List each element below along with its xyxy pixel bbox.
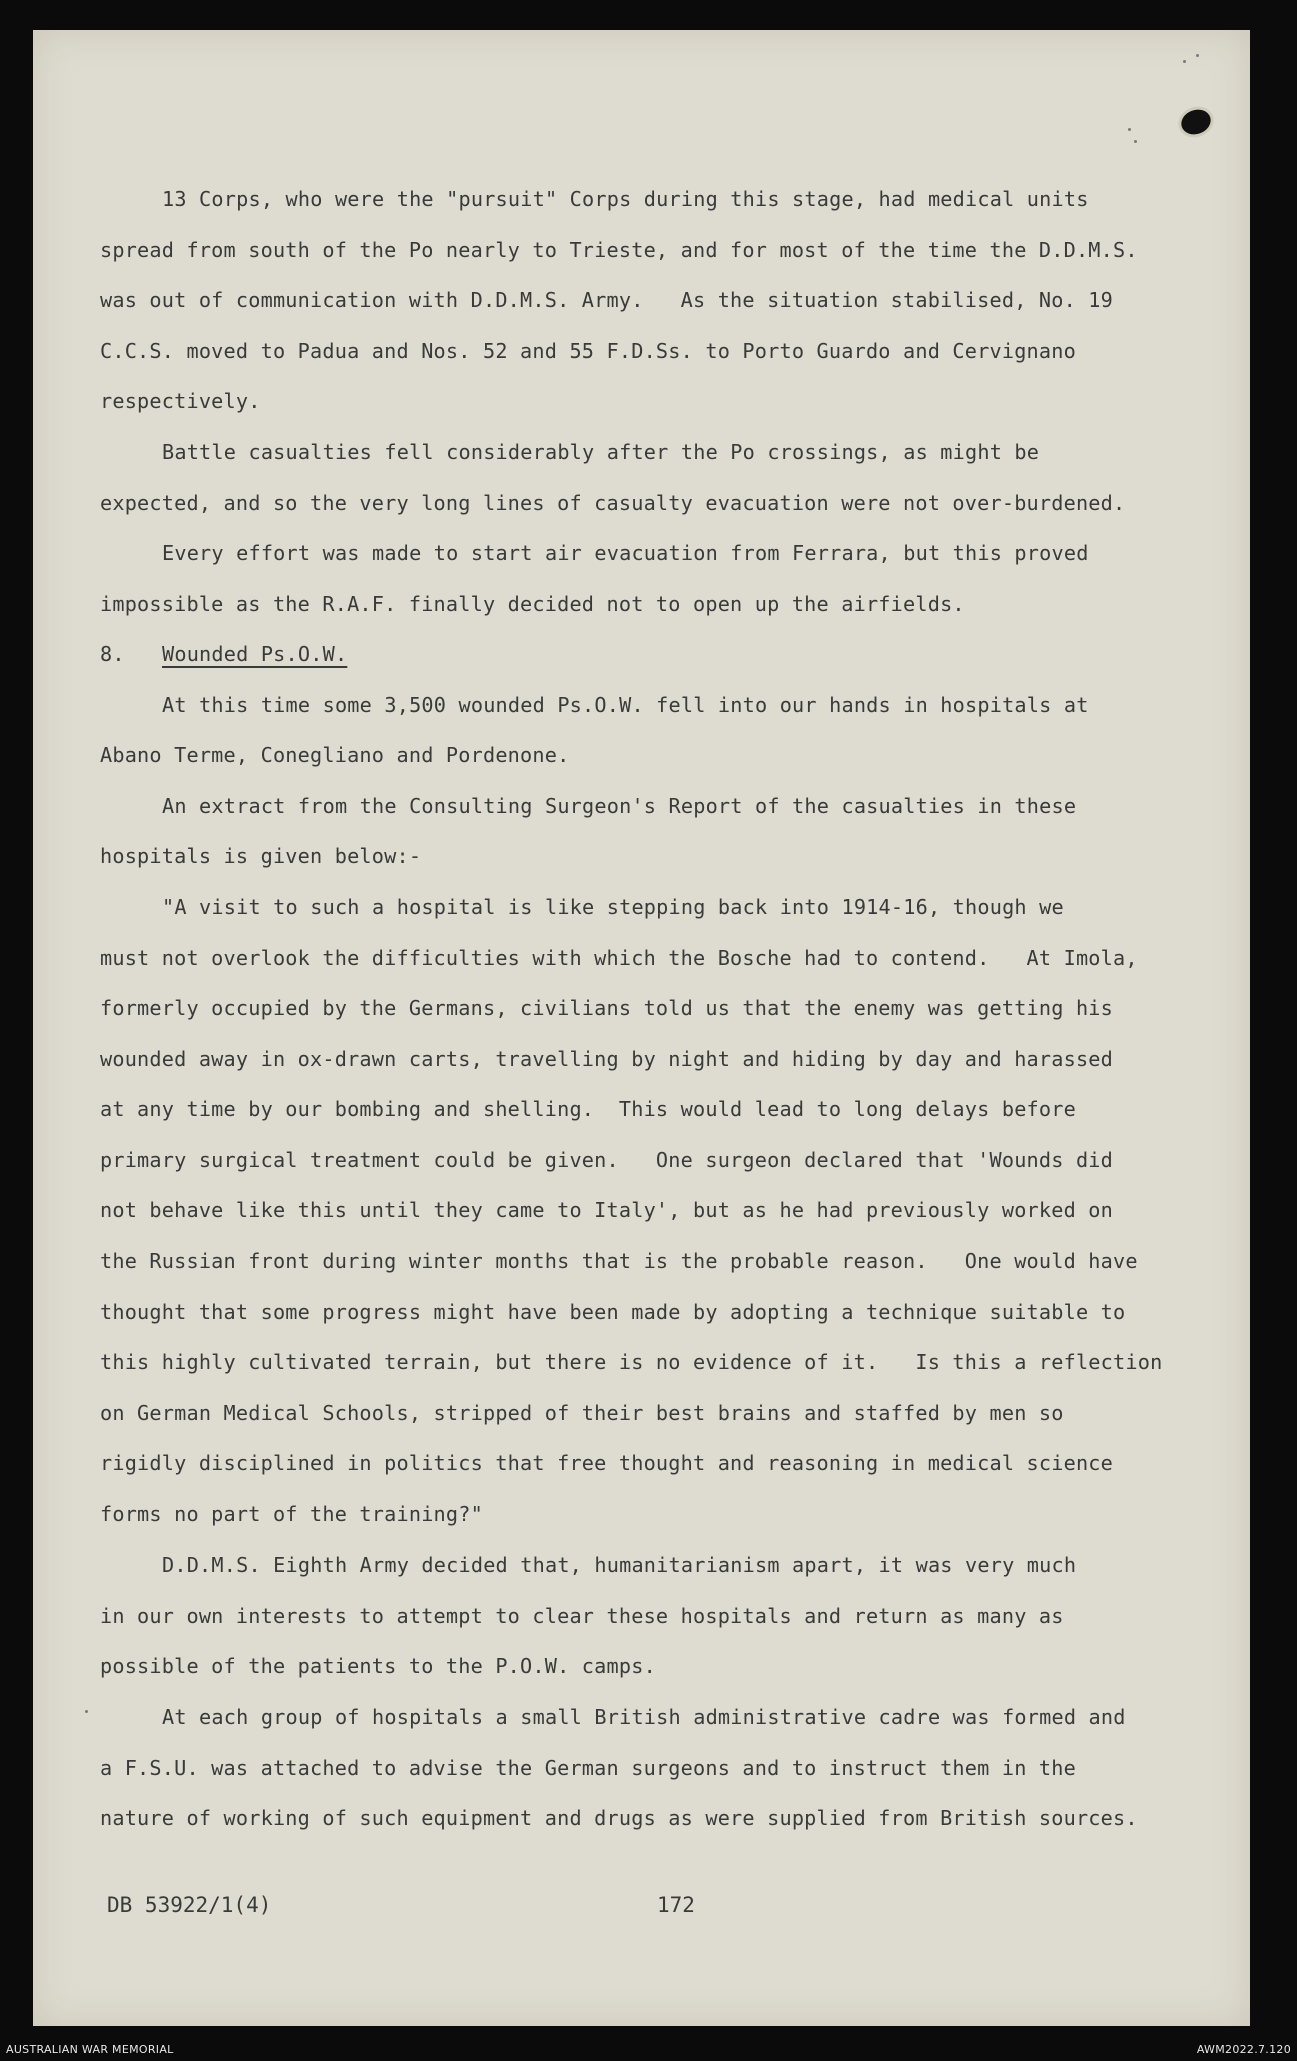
text-line: Abano Terme, Conegliano and Pordenone.: [100, 743, 570, 767]
text-line: 13 Corps, who were the "pursuit" Corps during this stage, had medical units: [162, 187, 1089, 211]
text-line: An extract from the Consulting Surgeon's Report of the casualties in these: [162, 794, 1077, 818]
quote-line: on German Medical Schools, stripped of their best brains and staffed by men so: [100, 1401, 1064, 1425]
quote-line: "A visit to such a hospital is like stepping back into 1914-16, though we: [162, 895, 1064, 919]
text-line: possible of the patients to the P.O.W. camps.: [100, 1654, 656, 1678]
section-heading: Wounded Ps.O.W.: [162, 642, 348, 666]
text-line: in our own interests to attempt to clear these hospitals and return as many as: [100, 1604, 1064, 1628]
text-line: C.C.S. moved to Padua and Nos. 52 and 55 F.D.Ss. to Porto Guardo and Cervignano: [100, 339, 1076, 363]
text-line: At this time some 3,500 wounded Ps.O.W. fell into our hands in hospitals at: [162, 693, 1089, 717]
quote-line: this highly cultivated terrain, but there is no evidence of it. Is this a reflection: [100, 1350, 1163, 1374]
document-reference: DB 53922/1(4): [107, 1893, 272, 1917]
paper-speck: [85, 1710, 88, 1713]
quote-line: forms no part of the training?": [100, 1502, 483, 1526]
text-line: D.D.M.S. Eighth Army decided that, humanitarianism apart, it was very much: [162, 1553, 1077, 1577]
quote-line: rigidly disciplined in politics that free thought and reasoning in medical science: [100, 1451, 1114, 1475]
quote-line: at any time by our bombing and shelling. This would lead to long delays before: [100, 1097, 1076, 1121]
text-line: impossible as the R.A.F. finally decided not to open up the airfields.: [100, 592, 965, 616]
text-line: spread from south of the Po nearly to Trieste, and for most of the time the D.D.M.S.: [100, 238, 1138, 262]
quote-line: wounded away in ox-drawn carts, travelling by night and hiding by day and harassed: [100, 1047, 1114, 1071]
quote-line: the Russian front during winter months that is the probable reason. One would have: [100, 1249, 1138, 1273]
page-number: 172: [657, 1893, 695, 1917]
paper-speck: [1196, 54, 1199, 57]
paper-speck: [1128, 128, 1131, 131]
text-line: expected, and so the very long lines of casualty evacuation were not over-burdened.: [100, 491, 1126, 515]
archive-institution: AUSTRALIAN WAR MEMORIAL: [6, 2043, 174, 2056]
text-line: respectively.: [100, 389, 261, 413]
quote-line: thought that some progress might have been made by adopting a technique suitable to: [100, 1300, 1126, 1324]
text-line: was out of communication with D.D.M.S. Army. As the situation stabilised, No. 19: [100, 288, 1114, 312]
punch-hole-damage: [1178, 106, 1214, 139]
quote-line: must not overlook the difficulties with which the Bosche had to contend. At Imola,: [100, 946, 1138, 970]
text-line: Battle casualties fell considerably after the Po crossings, as might be: [162, 440, 1040, 464]
text-line: At each group of hospitals a small British administrative cadre was formed and: [162, 1705, 1126, 1729]
paper-speck: [1183, 60, 1186, 63]
text-line: nature of working of such equipment and drugs as were supplied from British sources.: [100, 1806, 1138, 1830]
quote-line: primary surgical treatment could be given. One surgeon declared that 'Wounds did: [100, 1148, 1114, 1172]
text-line: a F.S.U. was attached to advise the German surgeons and to instruct them in the: [100, 1756, 1076, 1780]
archive-item-id: AWM2022.7.120: [1196, 2043, 1291, 2056]
quote-line: formerly occupied by the Germans, civilians told us that the enemy was getting his: [100, 996, 1114, 1020]
quote-line: not behave like this until they came to Italy', but as he had previously worked on: [100, 1198, 1114, 1222]
paper-speck: [1134, 140, 1137, 143]
text-line: Every effort was made to start air evacuation from Ferrara, but this proved: [162, 541, 1089, 565]
text-line: hospitals is given below:-: [100, 844, 422, 868]
section-number: 8.: [100, 642, 125, 666]
